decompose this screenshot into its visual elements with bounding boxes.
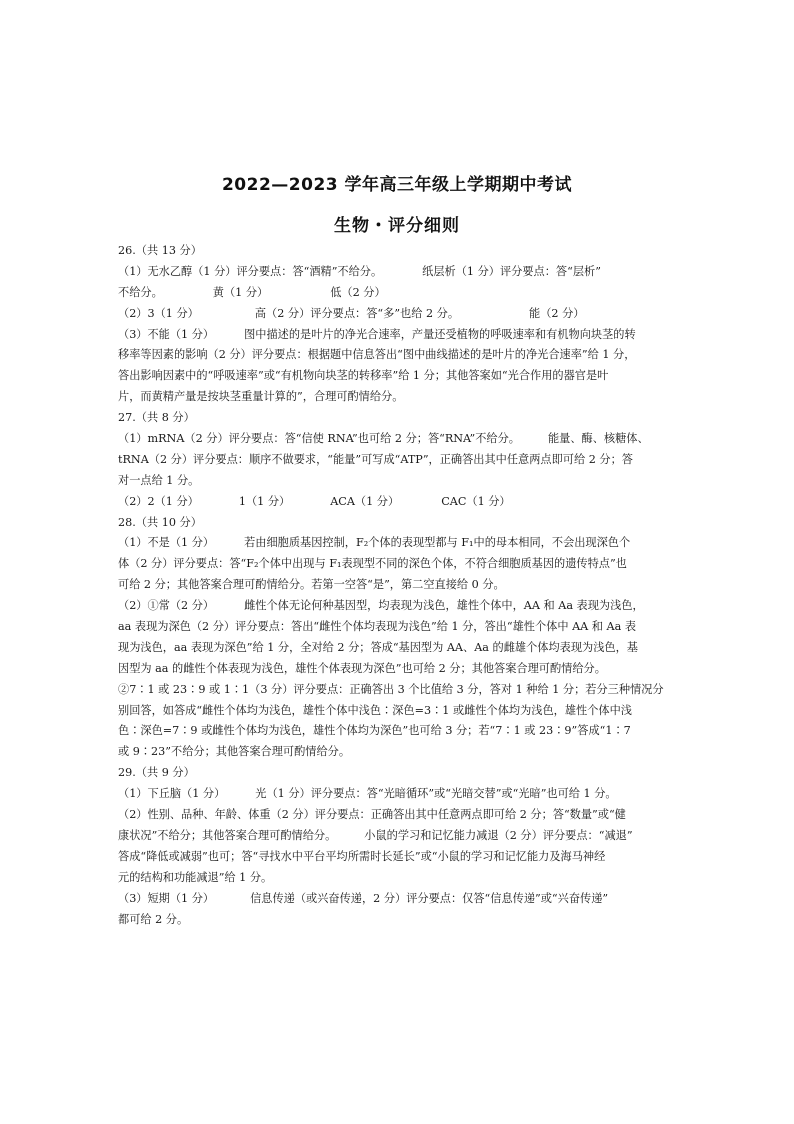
text-line xyxy=(118,366,680,387)
exam-title: 2022—2023 学年高三年级上学期期中考试 xyxy=(221,175,573,195)
text-line xyxy=(118,471,680,492)
text-segment: ②7∶1 或 23∶9 或 1∶1（3 分）评分要点：正确答出 3 个比值给 3 分，答对 1 种给 1 分；若分三种情况分 xyxy=(118,682,664,696)
text-line xyxy=(118,596,680,617)
text-segment: （1）不是（1 分） xyxy=(118,536,215,550)
text-segment: 低（2 分） xyxy=(330,285,386,299)
text-line xyxy=(118,826,680,847)
text-segment: 29.（共 9 分） xyxy=(118,766,195,780)
text-line xyxy=(118,241,680,262)
text-line xyxy=(118,450,680,471)
text-segment: （2）性别、品种、年龄、体重（2 分）评分要点：正确答出其中任意两点即可给 2 分；答“数量”或“健 xyxy=(118,808,626,822)
text-line xyxy=(118,617,680,638)
text-line xyxy=(118,575,680,596)
text-line xyxy=(118,889,680,910)
text-segment: CAC（1 分） xyxy=(441,494,511,508)
text-line xyxy=(118,763,680,784)
text-segment: 康状况”不给分；其他答案合理可酌情给分。 xyxy=(118,828,337,842)
text-line xyxy=(118,847,680,868)
text-segment: 若由细胞质基因控制，F₂个体的表现型都与 F₁中的母本相同，不会出现深色个 xyxy=(244,536,631,550)
text-segment: 26.（共 13 分） xyxy=(118,244,202,257)
text-segment: 都可给 2 分。 xyxy=(118,912,189,926)
text-line xyxy=(118,554,680,575)
text-segment: 高（2 分）评分要点：答“多”也给 2 分。 xyxy=(254,306,460,320)
text-line xyxy=(118,784,680,805)
text-segment: 信息传递（或兴奋传递，2 分）评分要点：仅答“信息传递”或“兴奋传递” xyxy=(250,891,609,905)
text-line xyxy=(118,262,680,283)
text-segment: 小鼠的学习和记忆能力减退（2 分）评分要点：“减退” xyxy=(364,828,633,842)
text-segment: aa 表现为深色（2 分）评分要点：答出“雌性个体均表现为浅色”给 1 分，答出“雄性个体中 AA 和 Aa 表 xyxy=(118,620,637,634)
text-line xyxy=(118,513,680,534)
text-line xyxy=(118,429,680,450)
text-line xyxy=(118,742,680,763)
text-line xyxy=(118,304,680,325)
text-segment: 可给 2 分；其他答案合理可酌情给分。若第一空答“是”，第二空直接给 0 分。 xyxy=(118,578,505,592)
text-segment: ACA（1 分） xyxy=(330,494,400,508)
text-segment: 28.（共 10 分） xyxy=(118,515,202,529)
text-segment: 纸层析（1 分）评分要点：答“层析” xyxy=(422,264,601,278)
text-segment: 别回答，如答成“雌性个体均为浅色，雄性个体中浅色∶深色=3∶1 或雌性个体均为浅色，雄性个体中浅 xyxy=(118,703,632,717)
text-segment: 因型为 aa 的雌性个体表现为浅色，雄性个体表现为深色”也可给 2 分；其他答案合理可酌情给分。 xyxy=(118,661,606,675)
text-segment: 答成“降低或减弱”也可；答“寻找水中平台平均所需时长延长”或“小鼠的学习和记忆能力及海马神经 xyxy=(118,849,606,863)
text-segment: 色∶深色=7∶9 或雌性个体均为浅色，雄性个体均为深色”也可给 3 分；若“7∶1 或 23∶9”答成“1∶7 xyxy=(118,724,631,738)
text-line xyxy=(118,638,680,659)
text-segment: 对一点给 1 分。 xyxy=(118,473,200,487)
text-segment: 雌性个体无论何种基因型，均表现为浅色，雄性个体中，AA 和 Aa 表现为浅色， xyxy=(244,599,644,613)
text-line xyxy=(118,659,680,680)
text-line xyxy=(118,408,680,429)
text-line xyxy=(118,721,680,742)
text-line xyxy=(118,533,680,554)
text-segment: 图中描述的是叶片的净光合速率，产量还受植物的呼吸速率和有机物向块茎的转 xyxy=(244,327,636,341)
text-line xyxy=(118,680,680,701)
text-line xyxy=(118,868,680,889)
text-line xyxy=(118,492,680,513)
text-segment: （1）下丘脑（1 分） xyxy=(118,787,226,801)
text-segment: 体（2 分）评分要点：答“F₂个体中出现与 F₁表现型不同的深色个体，不符合细胞质基因的遗传特点”也 xyxy=(118,557,627,571)
text-segment: （2）①常（2 分） xyxy=(118,599,215,613)
text-line xyxy=(118,325,680,346)
text-segment: 能量、酶、核糖体、 xyxy=(547,432,649,446)
text-line xyxy=(118,701,680,722)
text-segment: （1）mRNA（2 分）评分要点：答“信使 RNA”也可给 2 分；答“RNA”不给分。 xyxy=(118,432,520,446)
text-segment: （3）不能（1 分） xyxy=(118,327,215,341)
text-line xyxy=(118,387,680,408)
text-line xyxy=(118,805,680,826)
text-line xyxy=(118,283,680,304)
text-segment: 片，而黄精产量是按块茎重量计算的”，合理可酌情给分。 xyxy=(118,390,404,404)
text-segment: （3）短期（1 分） xyxy=(118,891,215,905)
text-segment: 不给分。 xyxy=(118,285,163,299)
scoring-rules-body xyxy=(118,241,680,930)
text-segment: 元的结构和功能减退”给 1 分。 xyxy=(118,870,273,884)
text-segment: （2）3（1 分） xyxy=(118,306,199,320)
text-segment: 现为浅色，aa 表现为深色”给 1 分，全对给 2 分；答成“基因型为 AA、Aa 的雌雄个体均表现为浅色，基 xyxy=(118,640,638,654)
text-segment: tRNA（2 分）评分要点：顺序不做要求，“能量”可写成“ATP”，正确答出其中任意两点即可给 2 分；答 xyxy=(118,452,633,466)
exam-subtitle: 生物・评分细则 xyxy=(334,216,460,236)
text-line xyxy=(118,910,680,931)
text-segment: 或 9∶23”不给分；其他答案合理可酌情给分。 xyxy=(118,745,351,759)
text-segment: 1（1 分） xyxy=(238,494,291,508)
text-segment: （1）无水乙醇（1 分）评分要点：答“酒精”不给分。 xyxy=(118,264,383,278)
text-line xyxy=(118,345,680,366)
text-segment: 27.（共 8 分） xyxy=(118,411,195,425)
text-segment: 黄（1 分） xyxy=(212,285,269,299)
text-segment: 答出影响因素中的“呼吸速率”或“有机物向块茎的转移率”给 1 分；其他答案如“光合作用的器官是叶 xyxy=(118,369,609,383)
text-segment: 能（2 分） xyxy=(529,306,585,320)
text-segment: 移率等因素的影响（2 分）评分要点：根据题中信息答出“图中曲线描述的是叶片的净光合速率”给 1 分， xyxy=(118,348,636,362)
text-segment: （2）2（1 分） xyxy=(118,494,199,508)
text-segment: 光（1 分）评分要点：答“光暗循环”或“光暗交替”或“光暗”也可给 1 分。 xyxy=(255,787,617,801)
